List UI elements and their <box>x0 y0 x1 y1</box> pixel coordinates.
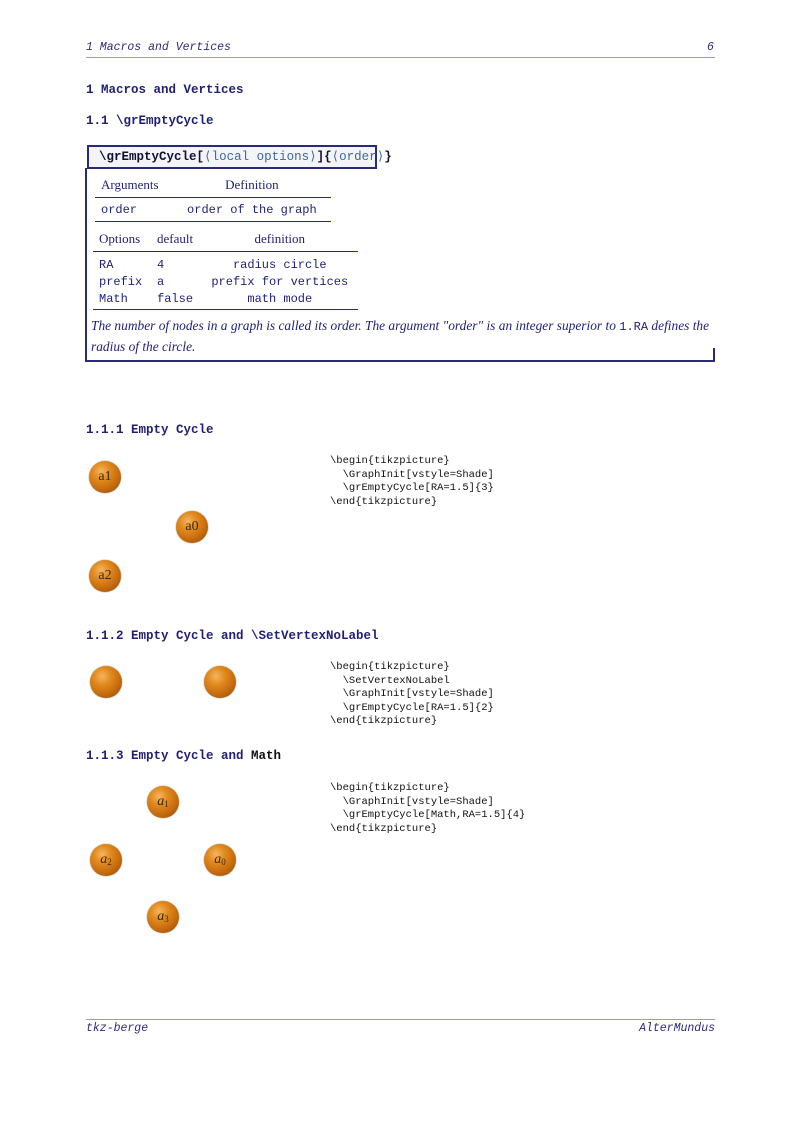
example-1-code <box>330 455 494 509</box>
vertex-a0: a0 <box>176 511 208 543</box>
option-name: RA <box>99 257 114 272</box>
code-line: \end{tikzpicture} <box>330 495 438 508</box>
subsection-heading: 1.1 \grEmptyCycle <box>86 114 214 128</box>
example-3-heading-prefix: 1.1.3 Empty Cycle and <box>86 749 252 763</box>
header-rule <box>86 57 715 58</box>
options-table <box>93 228 358 307</box>
option-definition: prefix for vertices <box>211 274 349 289</box>
example-3-heading-math: Math <box>251 749 282 763</box>
frame-bottom-border <box>85 360 715 362</box>
arguments-mid-rule <box>95 197 331 198</box>
argument-definition: order of the graph <box>187 203 317 217</box>
code-line: \end{tikzpicture} <box>330 715 438 727</box>
code-line: \end{tikzpicture} <box>330 822 438 835</box>
option-name: Math <box>99 291 128 306</box>
code-line: \begin{tikzpicture} <box>330 455 450 467</box>
macro-description <box>91 316 721 356</box>
description-text-2: defines the radius of the circle. <box>91 318 710 354</box>
footer-rule <box>86 1019 715 1020</box>
code-line: \grEmptyCycle[Math,RA=1.5]{4} <box>330 809 526 821</box>
code-line: \begin{tikzpicture} <box>330 661 450 673</box>
option-default: a <box>157 274 165 289</box>
example-2-heading: 1.1.2 Empty Cycle and \SetVertexNoLabel <box>86 629 379 643</box>
vertex-a1: a1 <box>89 461 121 493</box>
vertex-unlabeled <box>204 666 236 698</box>
arguments-bottom-rule <box>95 221 331 222</box>
section-heading: 1 Macros and Vertices <box>86 83 244 97</box>
example-3-code <box>330 782 525 836</box>
code-line: \GraphInit[vstyle=Shade] <box>330 688 494 700</box>
option-name: prefix <box>99 274 143 289</box>
macro-required-arg: ⟨order⟩ <box>331 150 385 164</box>
page-number: 6 <box>707 41 714 54</box>
macro-optional-arg: ⟨local options⟩ <box>204 150 317 164</box>
vertex-unlabeled <box>90 666 122 698</box>
macro-name: \grEmptyCycle <box>99 150 197 164</box>
macro-signature-box <box>87 145 392 169</box>
example-2-code <box>330 661 494 729</box>
description-code: 1.RA <box>619 320 649 334</box>
macro-open-brace: { <box>324 150 332 164</box>
example-3-heading <box>86 749 281 763</box>
code-line: \GraphInit[vstyle=Shade] <box>330 795 494 808</box>
macro-open-bracket: [ <box>196 150 205 164</box>
footer-author: AlterMundus <box>639 1022 715 1035</box>
code-line: \grEmptyCycle[RA=1.5]{2} <box>330 701 494 714</box>
vertex-a1-math: a $_1$ <box>147 786 179 818</box>
macro-close-bracket: ] <box>316 150 325 164</box>
vertex-a2-math: a $_2$ <box>90 844 122 876</box>
option-row <box>93 290 358 307</box>
vertex-a3-math: a $_3$ <box>147 901 179 933</box>
options-header: Options <box>99 231 141 246</box>
code-line: \SetVertexNoLabel <box>330 674 450 687</box>
option-definition-header: definition <box>254 231 306 246</box>
option-definition: radius circle <box>232 257 327 272</box>
options-bottom-rule <box>93 309 358 310</box>
code-line: \grEmptyCycle[RA=1.5]{3} <box>330 482 494 494</box>
default-header: default <box>157 231 194 246</box>
code-line: \GraphInit[vstyle=Shade] <box>330 468 494 481</box>
macro-close-brace: } <box>384 150 392 164</box>
running-header-title: 1 Macros and Vertices <box>86 41 231 54</box>
example-1-heading: 1.1.1 Empty Cycle <box>86 423 214 437</box>
frame-left-border <box>85 168 87 361</box>
arguments-header: Arguments <box>101 177 159 192</box>
vertex-a2: a2 <box>89 560 121 592</box>
option-default: false <box>157 291 194 306</box>
definition-header: Definition <box>225 177 279 192</box>
option-row <box>93 256 358 273</box>
code-line: \begin{tikzpicture} <box>330 782 450 794</box>
vertex-a0-math: a $_0$ <box>204 844 236 876</box>
option-default: 4 <box>157 257 165 272</box>
description-text-1: The number of nodes in a graph is called its order. The argument "order" is an integer superior to <box>91 318 620 333</box>
option-row <box>93 273 358 290</box>
option-definition: math mode <box>247 291 313 306</box>
footer-package-name: tkz-berge <box>86 1022 149 1035</box>
options-mid-rule <box>93 251 358 252</box>
argument-name: order <box>101 203 138 217</box>
